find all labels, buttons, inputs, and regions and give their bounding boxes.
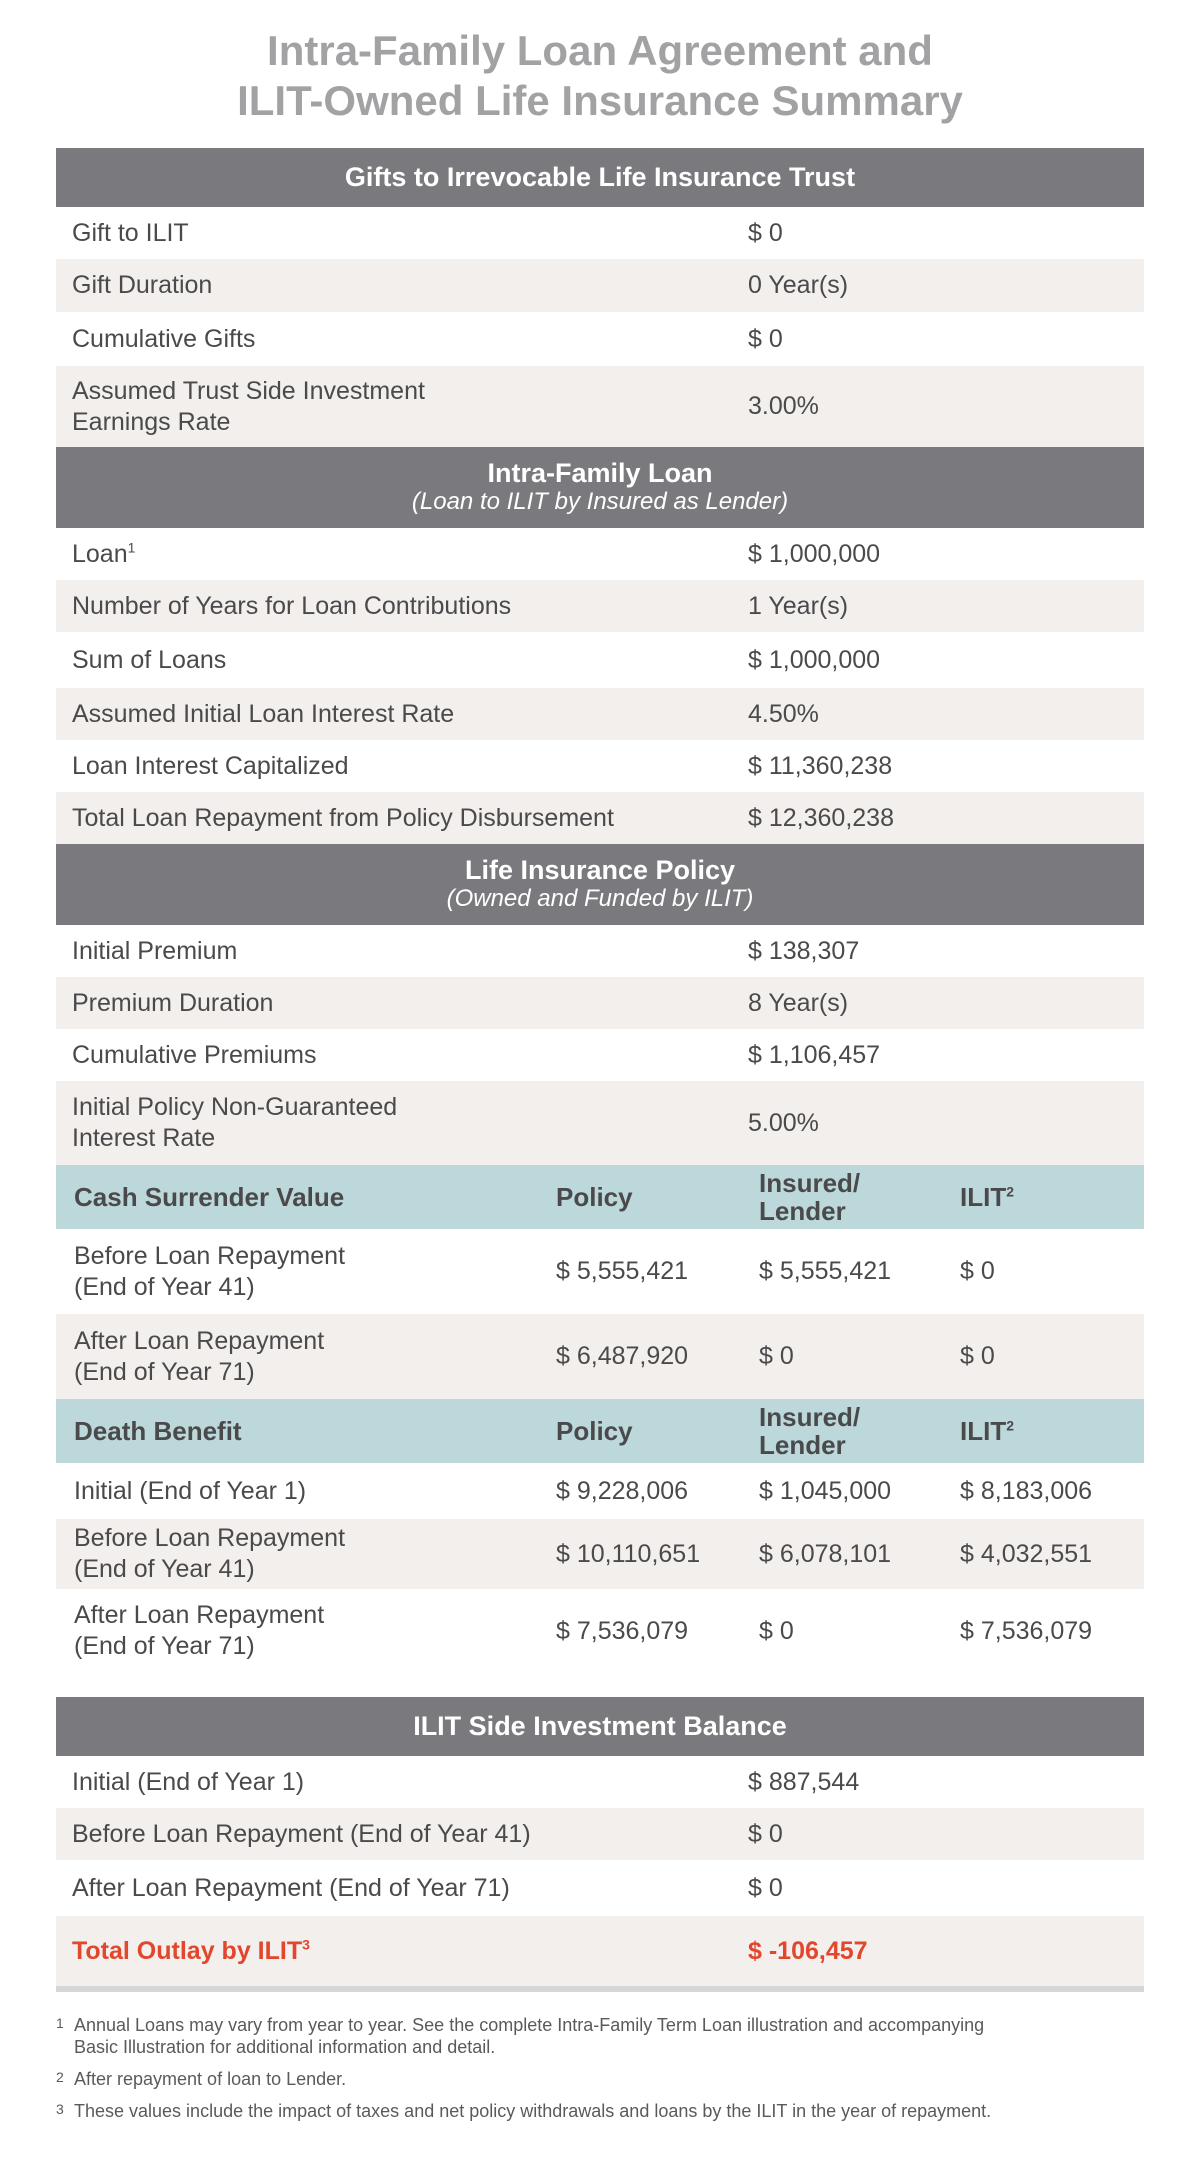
insured-value: $ 0 (759, 1342, 794, 1370)
col-insured-line-2: Lender (759, 1196, 846, 1226)
policy-interest-rate-row (56, 1081, 1144, 1165)
db-before-repayment-row (56, 1519, 1144, 1589)
row-value: $ 138,307 (748, 936, 860, 965)
row-label: Cumulative Premiums (72, 1040, 317, 1069)
col-insured-line-1: Insured/ (759, 1168, 861, 1198)
row-value: $ 0 (748, 324, 783, 353)
row-label: Gift Duration (72, 271, 213, 299)
ilit-value: $ 4,032,551 (960, 1539, 1093, 1568)
row-label (56, 376, 748, 438)
ilit-value: $ 8,183,006 (960, 1476, 1093, 1505)
row-label-line-1: Initial Policy Non-Guaranteed (72, 1093, 398, 1121)
footnote-number: 3 (56, 2101, 64, 2117)
loan-row (56, 528, 1144, 580)
csv-after-repayment-row (56, 1314, 1144, 1399)
row-label: Initial (End of Year 1) (72, 1767, 305, 1796)
row-label-line-1: Assumed Trust Side Investment (72, 376, 425, 405)
row-label: Loan Interest Capitalized (72, 751, 349, 780)
row-label-line-1: Before Loan Repayment (74, 1241, 346, 1270)
row-value: $ 887,544 (748, 1767, 860, 1796)
db-title: Death Benefit (74, 1415, 242, 1446)
col-insured-header (759, 1169, 960, 1225)
footnote-number: 1 (56, 2015, 64, 2031)
row-label-line-1: After Loan Repayment (74, 1601, 325, 1629)
cumulative-premiums-row (56, 1029, 1144, 1081)
row-label: Cumulative Gifts (72, 324, 256, 353)
footnote-marker: 1 (127, 539, 136, 556)
cumulative-gifts-row (56, 312, 1144, 366)
policy-header (56, 844, 1144, 925)
total-outlay-label: Total Outlay by ILIT (72, 1936, 303, 1965)
row-label: Initial (End of Year 1) (74, 1476, 307, 1505)
footnote-2 (56, 2068, 1156, 2090)
col-insured-line-2: Lender (759, 1430, 846, 1460)
row-label: Number of Years for Loan Contributions (72, 591, 512, 620)
row-value: $ 0 (748, 1819, 783, 1848)
row-value: 1 Year(s) (748, 591, 849, 620)
policy-value: $ 10,110,651 (556, 1539, 701, 1568)
policy-subheader-text: (Owned and Funded by ILIT) (446, 885, 754, 912)
page-title (0, 26, 1200, 126)
row-label: Premium Duration (72, 988, 274, 1017)
row-label (56, 1600, 556, 1662)
total-outlay-value: $ -106,457 (748, 1936, 868, 1965)
row-label-line-2: Earnings Rate (72, 407, 231, 436)
db-after-repayment-row (56, 1589, 1144, 1673)
row-label: Before Loan Repayment (End of Year 41) (72, 1819, 531, 1848)
row-label (56, 1092, 748, 1154)
row-value: $ 11,360,238 (748, 751, 893, 780)
col-ilit-text: ILIT (960, 1415, 1007, 1446)
loan-interest-capitalized-row (56, 740, 1144, 792)
footnote-line-2: Basic Illustration for additional information and detail. (74, 2037, 496, 2057)
policy-header-text: Life Insurance Policy (464, 855, 736, 885)
policy-value: $ 7,536,079 (556, 1616, 689, 1645)
row-value: 0 Year(s) (748, 271, 849, 299)
row-label-line-1: Before Loan Repayment (74, 1524, 346, 1552)
row-label-line-2: Interest Rate (72, 1124, 216, 1152)
gifts-header (56, 148, 1144, 207)
row-label-line-1: After Loan Repayment (74, 1326, 325, 1355)
footnote-line-1: Annual Loans may vary from year to year. See the complete Intra-Family Term Loan illustration and accompanying (74, 2015, 985, 2035)
insured-value: $ 1,045,000 (759, 1476, 892, 1505)
footnote-text (74, 2014, 1134, 2058)
gift-to-ilit-row (56, 207, 1144, 259)
side-initial-row (56, 1756, 1144, 1808)
row-label-line-2: (End of Year 71) (74, 1357, 255, 1386)
summary-table (56, 148, 1144, 1992)
loan-years-row (56, 580, 1144, 632)
row-value: $ 0 (748, 218, 783, 247)
side-investment-header (56, 1697, 1144, 1756)
insured-value: $ 5,555,421 (759, 1257, 892, 1285)
col-insured-header (759, 1403, 960, 1459)
csv-before-repayment-row (56, 1229, 1144, 1314)
side-investment-header-text: ILIT Side Investment Balance (413, 1711, 787, 1741)
col-policy-header: Policy (556, 1181, 633, 1212)
insured-value: $ 6,078,101 (759, 1539, 892, 1568)
footnote-marker: 2 (1006, 1416, 1015, 1433)
db-initial-row (56, 1463, 1144, 1519)
footnote-text: These values include the impact of taxes and net policy withdrawals and loans by the ILIT in the year of repayment. (74, 2101, 992, 2121)
col-policy-header: Policy (556, 1415, 633, 1446)
footnote-text: After repayment of loan to Lender. (74, 2069, 347, 2089)
col-insured-line-1: Insured/ (759, 1402, 861, 1432)
row-label: After Loan Repayment (End of Year 71) (72, 1873, 510, 1902)
row-label (56, 539, 748, 570)
row-label-line-2: (End of Year 41) (74, 1555, 255, 1583)
row-value: $ 1,000,000 (748, 645, 881, 674)
ilit-value: $ 0 (960, 1257, 995, 1285)
title-line-2: ILIT-Owned Life Insurance Summary (237, 77, 963, 124)
initial-premium-row (56, 925, 1144, 977)
col-ilit-header (960, 1416, 1144, 1447)
row-value: $ 1,106,457 (748, 1040, 881, 1069)
row-value: 3.00% (748, 392, 819, 420)
premium-duration-row (56, 977, 1144, 1029)
side-before-repayment-row (56, 1808, 1144, 1860)
footnote-marker: 3 (302, 1936, 310, 1953)
side-after-repayment-row (56, 1860, 1144, 1916)
db-header-row (56, 1399, 1144, 1463)
row-value: 4.50% (748, 699, 819, 728)
loan-interest-rate-row (56, 688, 1144, 740)
footnote-1 (56, 2014, 1156, 2058)
title-line-1: Intra-Family Loan Agreement and (267, 27, 933, 74)
gifts-header-text: Gifts to Irrevocable Life Insurance Trust (344, 162, 856, 192)
total-loan-repayment-row (56, 792, 1144, 844)
ilit-value: $ 0 (960, 1342, 995, 1370)
row-value: $ 1,000,000 (748, 539, 881, 568)
trust-earnings-rate-row (56, 366, 1144, 447)
csv-title: Cash Surrender Value (74, 1181, 345, 1212)
section-gap (56, 1673, 1144, 1697)
ilit-value: $ 7,536,079 (960, 1616, 1093, 1645)
row-label: Total Loan Repayment from Policy Disbursement (72, 803, 614, 832)
sum-of-loans-row (56, 632, 1144, 688)
row-value: $ 0 (748, 1873, 783, 1902)
loan-header (56, 447, 1144, 528)
insured-value: $ 0 (759, 1616, 794, 1645)
loan-subheader-text: (Loan to ILIT by Insured as Lender) (411, 488, 789, 515)
row-label (56, 1241, 556, 1303)
footnote-3 (56, 2100, 1156, 2122)
row-label: Sum of Loans (72, 645, 227, 674)
col-ilit-text: ILIT (960, 1181, 1007, 1212)
row-value: $ 12,360,238 (748, 803, 894, 832)
row-label (56, 1936, 748, 1967)
row-label: Initial Premium (72, 936, 238, 965)
row-value: 8 Year(s) (748, 988, 849, 1017)
total-outlay-row (56, 1916, 1144, 1986)
footnotes (56, 2014, 1156, 2132)
row-value: 5.00% (748, 1108, 819, 1137)
row-label-line-2: (End of Year 41) (74, 1272, 255, 1301)
row-label (56, 1326, 556, 1388)
row-label: Assumed Initial Loan Interest Rate (72, 699, 455, 728)
policy-value: $ 5,555,421 (556, 1257, 689, 1285)
policy-value: $ 6,487,920 (556, 1342, 689, 1370)
loan-label-text: Loan (72, 539, 128, 568)
footnote-marker: 2 (1006, 1182, 1015, 1199)
col-ilit-header (960, 1182, 1144, 1213)
policy-value: $ 9,228,006 (556, 1476, 689, 1505)
table-bottom-rule (56, 1986, 1144, 1992)
row-label: Gift to ILIT (72, 218, 189, 247)
row-label-line-2: (End of Year 71) (74, 1632, 255, 1660)
loan-header-text: Intra-Family Loan (487, 458, 713, 488)
gift-duration-row (56, 259, 1144, 312)
row-label (56, 1523, 556, 1585)
footnote-number: 2 (56, 2069, 64, 2085)
csv-header-row (56, 1165, 1144, 1229)
